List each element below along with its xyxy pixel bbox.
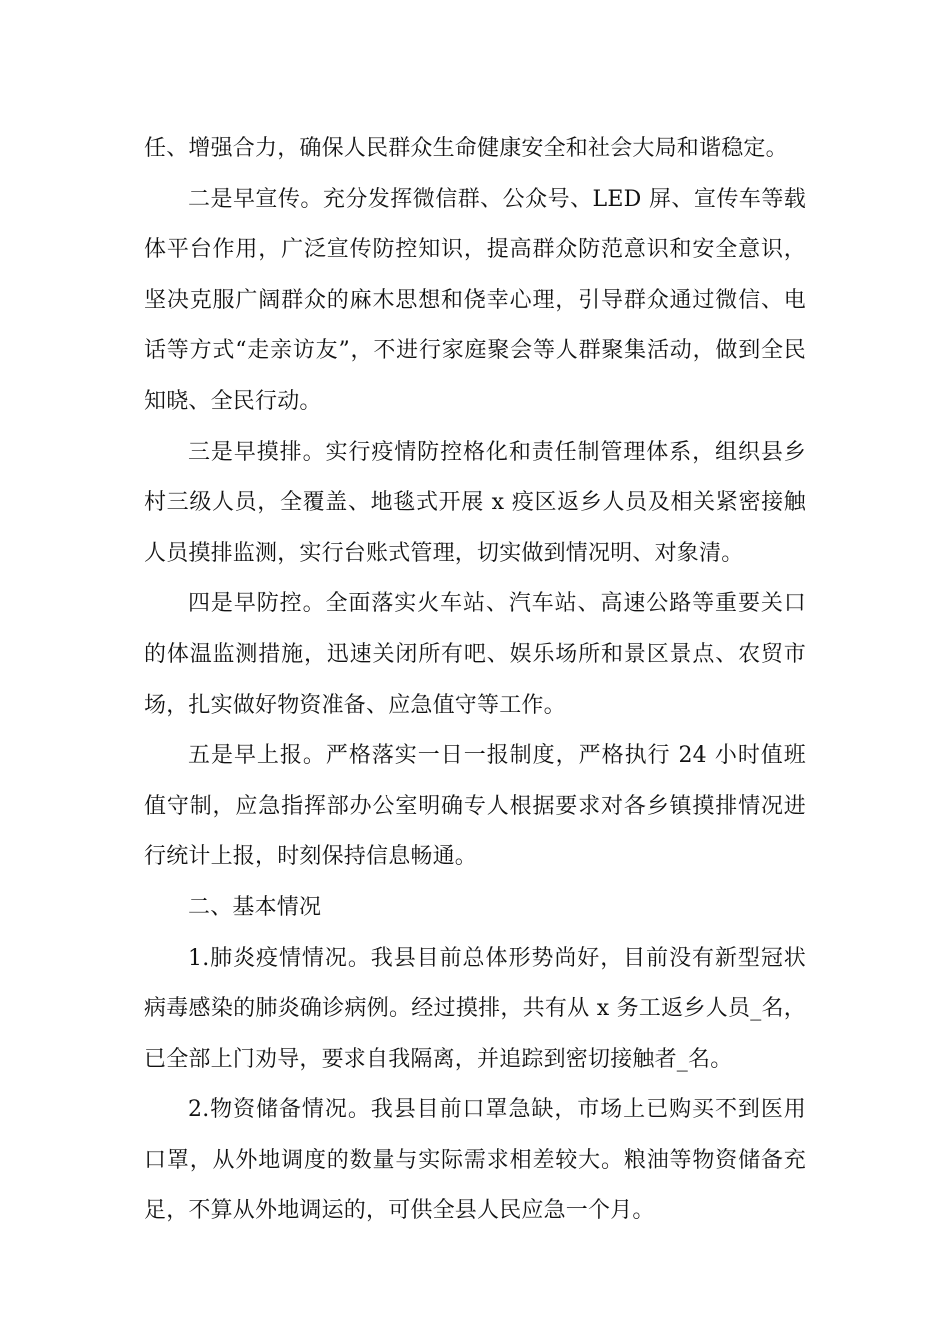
paragraph-early-publicity: 二是早宣传。充分发挥微信群、公众号、LED 屏、宣传车等载体平台作用，广泛宣传防控知识，提高群众防范意识和安全意识，坚决克服广阔群众的麻木思想和侥幸心理，引导群众通过微信、电话等方式“走亲访友”，不进行家庭聚会等人群聚集活动，做到全民知晓、全民行动。 — [144, 186, 806, 414]
paragraph-supplies-reserve: 2.物资储备情况。我县目前口罩急缺，市场上已购买不到医用口罩，从外地调度的数量与实际需求相差较大。粮油等物资储备充足，不算从外地调运的，可供全县人民应急一个月。 — [144, 1097, 806, 1224]
paragraph-continuation: 任、增强合力，确保人民群众生命健康安全和社会大局和谐稳定。 — [144, 136, 788, 161]
document-body — [144, 124, 806, 1237]
paragraph-epidemic-situation: 1.肺炎疫情情况。我县目前总体形势尚好，目前没有新型冠状病毒感染的肺炎确诊病例。经过摸排，共有从 x 务工返乡人员_名，已全部上门劝导，要求自我隔离，并追踪到密切接触者_名。 — [144, 945, 806, 1072]
paragraph-early-prevention: 四是早防控。全面落实火车站、汽车站、高速公路等重要关口的体温监测措施，迅速关闭所有吧、娱乐场所和景区景点、农贸市场，扎实做好物资准备、应急值守等工作。 — [144, 591, 806, 718]
paragraph-early-reporting: 五是早上报。严格落实一日一报制度，严格执行 24 小时值班值守制，应急指挥部办公室明确专人根据要求对各乡镇摸排情况进行统计上报，时刻保持信息畅通。 — [144, 743, 806, 870]
section-heading-basic-situation: 二、基本情况 — [188, 894, 322, 920]
paragraph-early-screening: 三是早摸排。实行疫情防控格化和责任制管理体系，组织县乡村三级人员，全覆盖、地毯式开展 x 疫区返乡人员及相关紧密接触人员摸排监测，实行台账式管理，切实做到情况明、对象清。 — [144, 439, 806, 566]
